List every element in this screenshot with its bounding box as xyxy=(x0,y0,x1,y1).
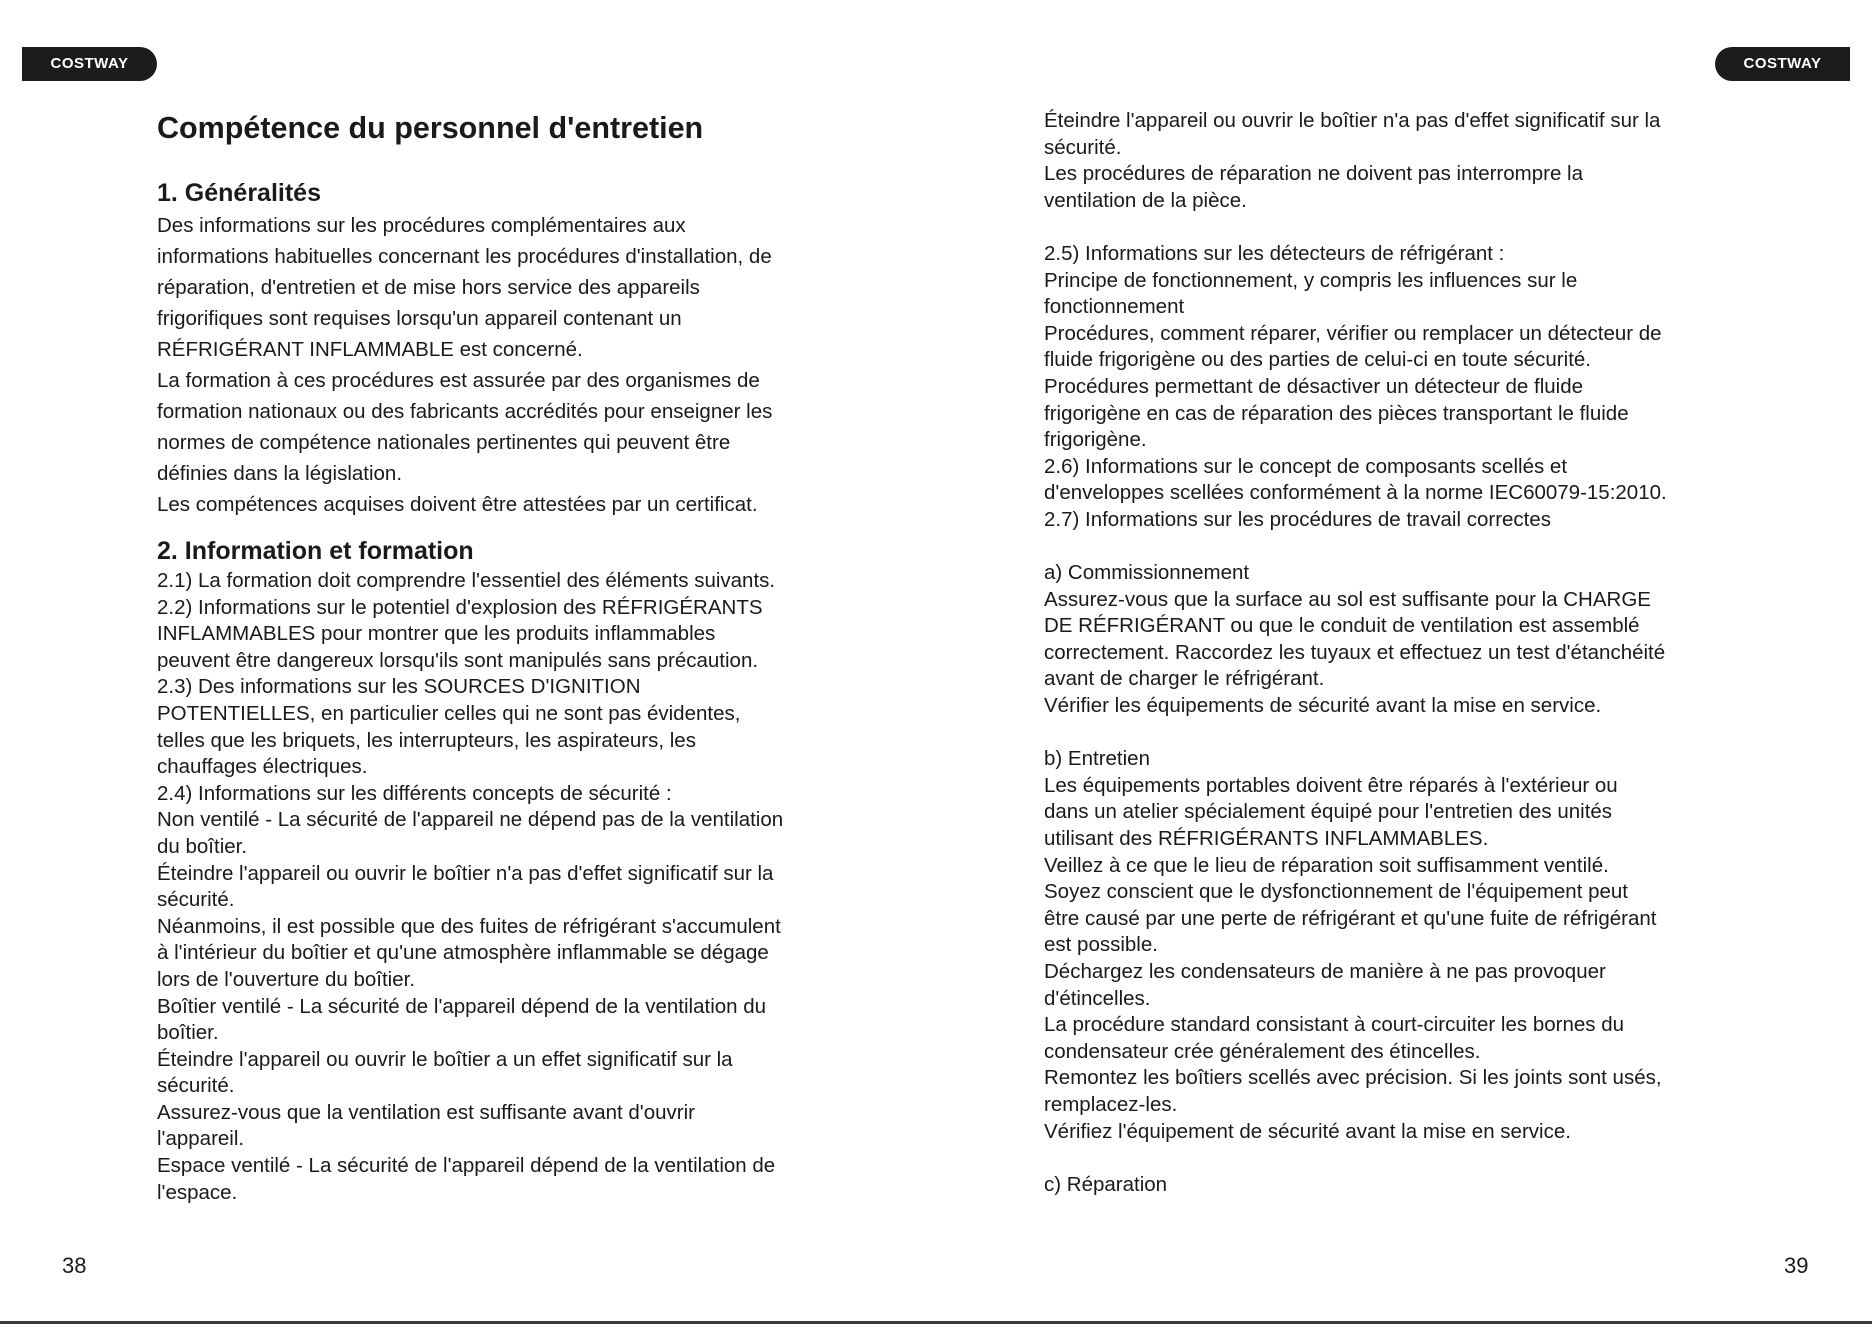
text-line: avant de charger le réfrigérant. xyxy=(1044,667,1325,691)
text-line: Principe de fonctionnement, y compris les influences sur le xyxy=(1044,268,1578,292)
section-heading-generalites: 1. Généralités xyxy=(157,179,321,207)
text-line: sécurité. xyxy=(157,888,235,912)
text-line: sécurité. xyxy=(1044,135,1122,159)
text-line: POTENTIELLES, en particulier celles qui ne sont pas évidentes, xyxy=(157,701,741,725)
text-line: 2.2) Informations sur le potentiel d'explosion des RÉFRIGÉRANTS xyxy=(157,595,763,619)
text-line: Espace ventilé - La sécurité de l'appareil dépend de la ventilation de xyxy=(157,1154,776,1178)
text-line: sécurité. xyxy=(157,1074,235,1098)
text-line: frigorifiques sont requises lorsqu'un appareil contenant un xyxy=(157,307,682,330)
text-line: d'enveloppes scellées conformément à la norme IEC60079-15:2010. xyxy=(1044,481,1667,505)
text-line: Néanmoins, il est possible que des fuites de réfrigérant s'accumulent xyxy=(157,914,781,938)
text-line: définies dans la législation. xyxy=(157,462,403,485)
text-line: Des informations sur les procédures complémentaires aux xyxy=(157,214,686,237)
text-line: fonctionnement xyxy=(1044,295,1185,319)
text-line: frigorigène. xyxy=(1044,428,1147,452)
right-page-content xyxy=(1044,108,1744,1198)
text-line: Procédures permettant de désactiver un détecteur de fluide xyxy=(1044,374,1584,398)
text-line: 2.3) Des informations sur les SOURCES D'IGNITION xyxy=(157,675,641,699)
text-line: b) Entretien xyxy=(1044,747,1150,771)
text-line: Éteindre l'appareil ou ouvrir le boîtier a un effet significatif sur la xyxy=(157,1047,733,1071)
section-heading-information-formation: 2. Information et formation xyxy=(157,537,474,565)
text-line: ventilation de la pièce. xyxy=(1044,188,1247,212)
page-number-right: 39 xyxy=(1784,1253,1809,1278)
text-line: est possible. xyxy=(1044,933,1158,957)
text-line: La formation à ces procédures est assurée par des organismes de xyxy=(157,369,760,392)
text-line: peuvent être dangereux lorsqu'ils sont manipulés sans précaution. xyxy=(157,648,759,672)
text-line: remplacez-les. xyxy=(1044,1092,1178,1116)
page-title: Compétence du personnel d'entretien xyxy=(157,111,704,145)
text-line: l'espace. xyxy=(157,1180,238,1204)
text-line: normes de compétence nationales pertinentes qui peuvent être xyxy=(157,431,731,454)
text-line: réparation, d'entretien et de mise hors service des appareils xyxy=(157,276,700,299)
text-line: informations habituelles concernant les procédures d'installation, de xyxy=(157,245,772,268)
text-line: dans un atelier spécialement équipé pour l'entretien des unités xyxy=(1044,800,1613,824)
text-line: a) Commissionnement xyxy=(1044,561,1250,585)
brand-badge-right: COSTWAY xyxy=(1715,47,1850,81)
paragraph-gap xyxy=(1044,534,1744,561)
text-line: Les équipements portables doivent être réparés à l'extérieur ou xyxy=(1044,773,1618,797)
text-line: Veillez à ce que le lieu de réparation soit suffisamment ventilé. xyxy=(1044,853,1609,877)
text-line: lors de l'ouverture du boîtier. xyxy=(157,967,416,991)
text-line: La procédure standard consistant à court-circuiter les bornes du xyxy=(1044,1013,1625,1037)
section-body-generalites xyxy=(157,210,847,520)
brand-badge-left: COSTWAY xyxy=(22,47,157,81)
text-line: Déchargez les condensateurs de manière à ne pas provoquer xyxy=(1044,960,1606,983)
paragraph-gap xyxy=(1044,1145,1744,1172)
text-line: Boîtier ventilé - La sécurité de l'appareil dépend de la ventilation du xyxy=(157,994,767,1018)
page-number-left: 38 xyxy=(62,1253,87,1278)
text-line: Les compétences acquises doivent être attestées par un certificat. xyxy=(157,493,758,516)
text-line: condensateur crée généralement des étincelles. xyxy=(1044,1039,1481,1063)
text-line: Assurez-vous que la ventilation est suffisante avant d'ouvrir xyxy=(157,1100,695,1124)
text-line: Vérifiez l'équipement de sécurité avant la mise en service. xyxy=(1044,1119,1571,1143)
text-line: RÉFRIGÉRANT INFLAMMABLE est concerné. xyxy=(157,338,583,361)
text-line: Soyez conscient que le dysfonctionnement de l'équipement peut xyxy=(1044,880,1628,904)
paragraph-gap xyxy=(1044,214,1744,241)
text-line: 2.7) Informations sur les procédures de travail correctes xyxy=(1044,507,1552,531)
text-line: Procédures, comment réparer, vérifier ou remplacer un détecteur de xyxy=(1044,321,1662,345)
text-line: d'étincelles. xyxy=(1044,986,1151,1010)
text-line: correctement. Raccordez les tuyaux et effectuez un test d'étanchéité xyxy=(1044,640,1666,664)
text-line: du boîtier. xyxy=(157,834,248,858)
left-page-content xyxy=(157,104,847,1206)
text-line: DE RÉFRIGÉRANT ou que le conduit de ventilation est assemblé xyxy=(1044,614,1640,638)
text-line: chauffages électriques. xyxy=(157,755,368,779)
text-line: l'appareil. xyxy=(157,1127,245,1151)
paragraph-gap xyxy=(1044,720,1744,747)
text-line: 2.5) Informations sur les détecteurs de réfrigérant : xyxy=(1044,241,1505,265)
text-line: Éteindre l'appareil ou ouvrir le boîtier n'a pas d'effet significatif sur la xyxy=(157,861,774,885)
text-line: INFLAMMABLES pour montrer que les produits inflammables xyxy=(157,622,716,646)
text-line: 2.1) La formation doit comprendre l'essentiel des éléments suivants. xyxy=(157,569,776,592)
text-line: utilisant des RÉFRIGÉRANTS INFLAMMABLES. xyxy=(1044,827,1489,851)
text-line: fluide frigorigène ou des parties de celui-ci en toute sécurité. xyxy=(1044,348,1591,372)
text-line: 2.6) Informations sur le concept de composants scellés et xyxy=(1044,454,1568,478)
text-line: être causé par une perte de réfrigérant et qu'une fuite de réfrigérant xyxy=(1044,906,1657,930)
text-line: Les procédures de réparation ne doivent pas interrompre la xyxy=(1044,162,1584,186)
text-line: telles que les briquets, les interrupteurs, les aspirateurs, les xyxy=(157,728,696,752)
text-line: Remontez les boîtiers scellés avec précision. Si les joints sont usés, xyxy=(1044,1066,1662,1090)
text-line: boîtier. xyxy=(157,1021,219,1045)
text-line: c) Réparation xyxy=(1044,1172,1168,1196)
text-line: Vérifier les équipements de sécurité avant la mise en service. xyxy=(1044,694,1602,718)
text-line: Éteindre l'appareil ou ouvrir le boîtier n'a pas d'effet significatif sur la xyxy=(1044,109,1661,132)
text-line: Non ventilé - La sécurité de l'appareil ne dépend pas de la ventilation xyxy=(157,808,784,832)
text-line: formation nationaux ou des fabricants accrédités pour enseigner les xyxy=(157,400,773,423)
text-line: à l'intérieur du boîtier et qu'une atmosphère inflammable se dégage xyxy=(157,941,769,965)
section-body-information-formation xyxy=(157,568,847,1206)
text-line: 2.4) Informations sur les différents concepts de sécurité : xyxy=(157,781,672,805)
text-line: Assurez-vous que la surface au sol est suffisante pour la CHARGE xyxy=(1044,587,1651,611)
text-line: frigorigène en cas de réparation des pièces transportant le fluide xyxy=(1044,401,1629,425)
